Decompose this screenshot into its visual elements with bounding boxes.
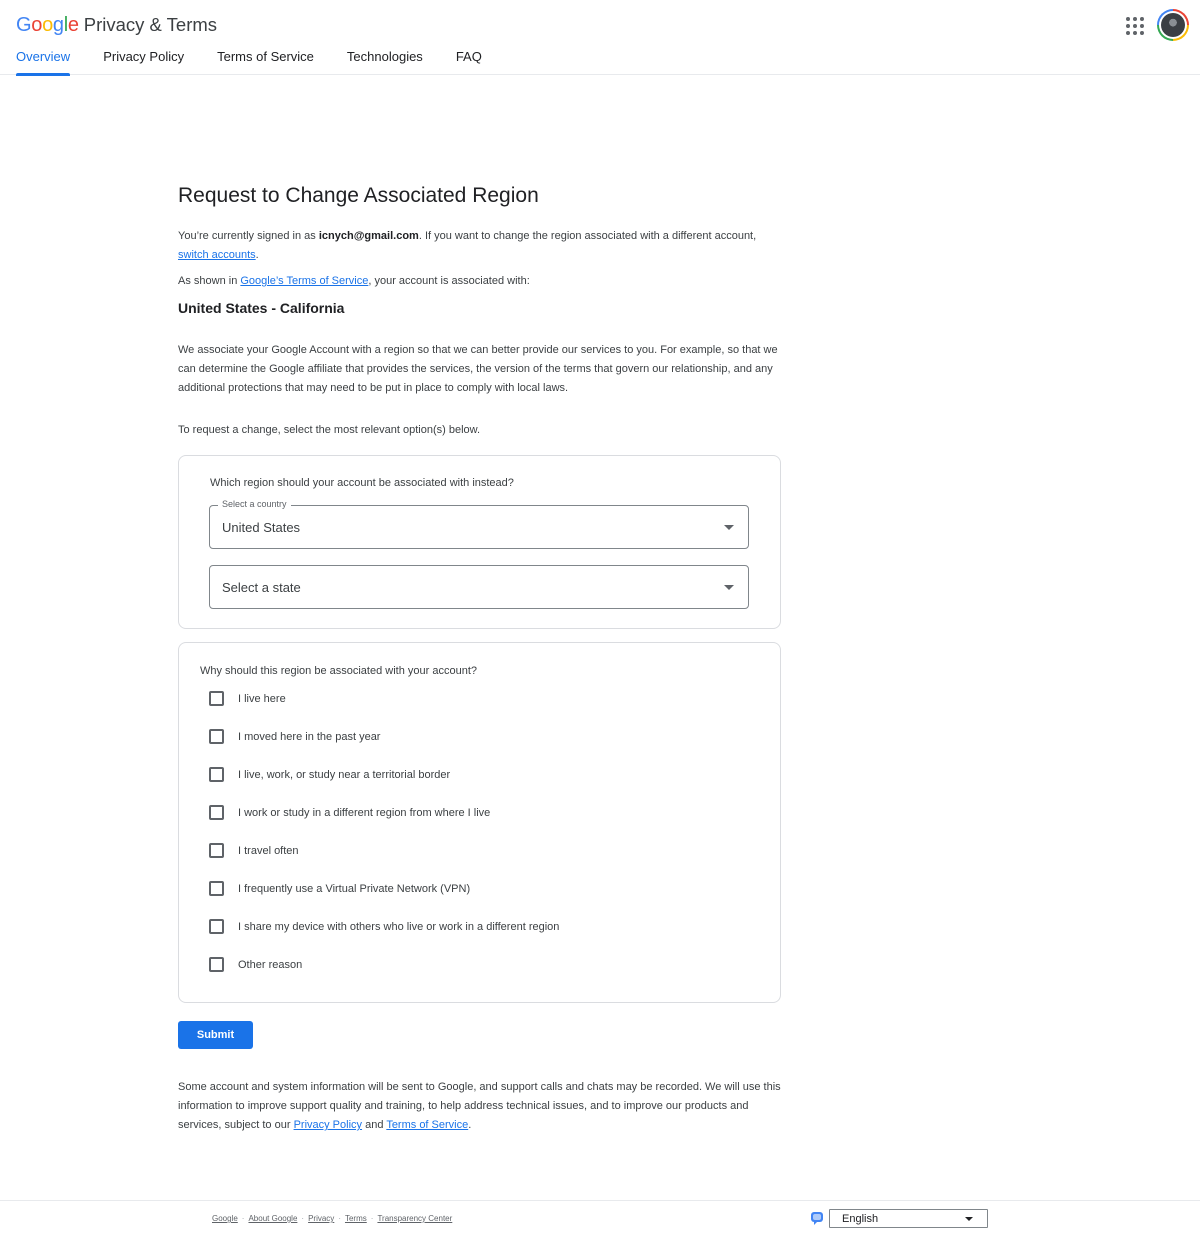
region-card <box>178 455 781 629</box>
footer-link-google[interactable]: Google <box>212 1214 238 1223</box>
tab-technologies[interactable]: Technologies <box>346 49 423 64</box>
tab-privacy-policy[interactable]: Privacy Policy <box>103 49 185 64</box>
dropdown-arrow-icon <box>724 525 734 530</box>
product-name: Privacy & Terms <box>83 14 218 35</box>
tab-overview[interactable]: Overview <box>16 49 70 74</box>
avatar-image <box>1161 13 1185 37</box>
current-region: United States - California <box>178 300 345 316</box>
reason-option-live-here[interactable]: I live here <box>209 691 286 706</box>
footer-links: Google · About Google · Privacy · Terms · Transparency Center <box>212 1214 453 1223</box>
associated-text: As shown in Google’s Terms of Service, your account is associated with: <box>178 275 530 287</box>
reason-option-vpn[interactable]: I frequently use a Virtual Private Network (VPN) <box>209 881 470 896</box>
checkbox[interactable] <box>209 957 224 972</box>
checkbox[interactable] <box>209 843 224 858</box>
country-select-label: Select a country <box>218 499 291 509</box>
brand[interactable] <box>16 14 217 37</box>
main-content <box>178 180 782 440</box>
language-select[interactable] <box>829 1209 988 1228</box>
disclaimer-text: Some account and system information will be sent to Google, and support calls and chats may be recorded. We will use this information to improve support quality and training, to help address technical issues, and to improve our products and services, subject to our Privacy Policy and Terms of Service. <box>178 1081 781 1131</box>
country-select[interactable] <box>209 499 749 549</box>
account-avatar[interactable] <box>1157 9 1189 41</box>
account-email: icnych@gmail.com <box>318 230 419 242</box>
tab-faq[interactable]: FAQ <box>455 49 482 64</box>
reason-option-other[interactable]: Other reason <box>209 957 302 972</box>
reason-option-work-study[interactable]: I work or study in a different region from where I live <box>209 805 490 820</box>
region-question: Which region should your account be associated with instead? <box>210 477 514 489</box>
checkbox[interactable] <box>209 691 224 706</box>
checkbox[interactable] <box>209 729 224 744</box>
checkbox[interactable] <box>209 767 224 782</box>
footer-link-terms[interactable]: Terms <box>344 1214 367 1223</box>
explanation-text: We associate your Google Account with a region so that we can better provide our services to you. For example, so that we can determine the Google affiliate that provides the services, the version of the terms that govern our relationship, and any additional protections that may need to be put in place to comply with local laws. <box>178 344 778 394</box>
reason-question: Why should this region be associated with your account? <box>200 665 477 677</box>
instruction-text: To request a change, select the most relevant option(s) below. <box>178 424 481 436</box>
footer-link-privacy[interactable]: Privacy <box>308 1214 335 1223</box>
reason-option-border[interactable]: I live, work, or study near a territorial border <box>209 767 450 782</box>
checkbox[interactable] <box>209 805 224 820</box>
footer-link-about-google[interactable]: About Google <box>248 1214 298 1223</box>
tab-terms-of-service[interactable]: Terms of Service <box>217 49 314 64</box>
tos-link[interactable]: Google’s Terms of Service <box>240 275 369 287</box>
checkbox[interactable] <box>209 881 224 896</box>
dropdown-arrow-icon <box>965 1217 973 1221</box>
top-nav <box>16 49 515 74</box>
country-select-value: United States <box>222 520 301 535</box>
dropdown-arrow-icon <box>724 585 734 590</box>
page-header <box>0 0 1200 75</box>
privacy-policy-link[interactable]: Privacy Policy <box>293 1119 363 1131</box>
terms-of-service-link[interactable]: Terms of Service <box>386 1119 469 1131</box>
footer-link-transparency-center[interactable]: Transparency Center <box>377 1214 453 1223</box>
reason-option-moved[interactable]: I moved here in the past year <box>209 729 380 744</box>
reason-option-shared-device[interactable]: I share my device with others who live or work in a different region <box>209 919 559 934</box>
apps-grid-icon[interactable] <box>1126 17 1144 35</box>
reason-card <box>178 642 781 1003</box>
state-select[interactable] <box>209 565 749 609</box>
checkbox[interactable] <box>209 919 224 934</box>
reason-option-travel[interactable]: I travel often <box>209 843 299 858</box>
language-value: English <box>842 1213 879 1225</box>
google-logo: Google <box>16 14 79 36</box>
submit-button[interactable]: Submit <box>178 1021 253 1049</box>
page-footer <box>0 1200 1200 1236</box>
help-chat-icon[interactable] <box>810 1211 824 1225</box>
signed-in-text: You’re currently signed in as icnych@gmail.com. If you want to change the region associated with a different account, switch accounts. <box>178 230 757 261</box>
switch-accounts-link[interactable]: switch accounts <box>178 249 256 261</box>
page-title: Request to Change Associated Region <box>178 184 539 207</box>
state-select-placeholder: Select a state <box>222 580 301 595</box>
